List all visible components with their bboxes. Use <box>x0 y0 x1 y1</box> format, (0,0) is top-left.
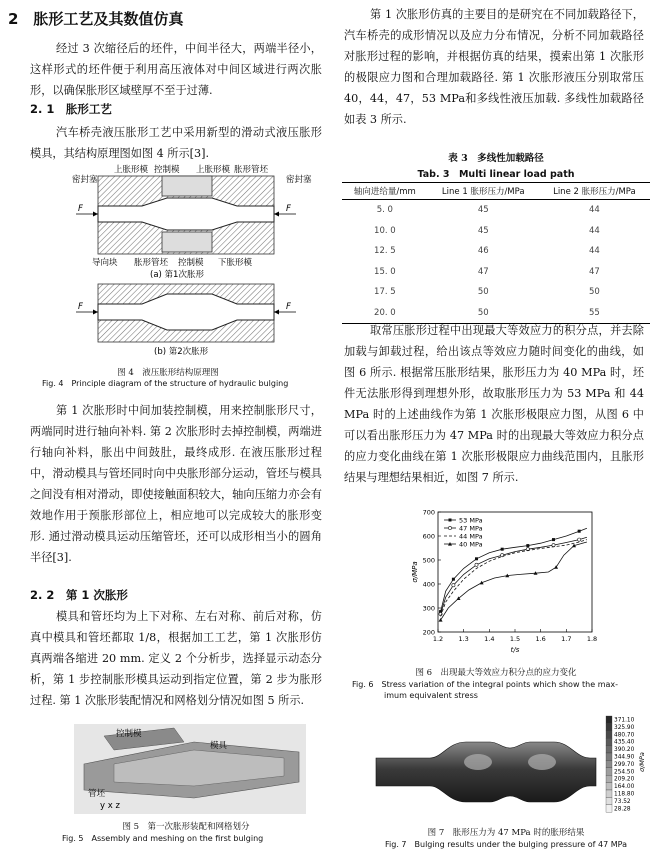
figure-7-caption-cn: 图 7 胀形压力为 47 MPa 时的胀形结果 <box>427 828 585 838</box>
legend-value: 435.40 <box>614 739 635 746</box>
table-header-line1: Line 1 胀形压力/MPa <box>428 183 539 200</box>
y-tick-label: 600 <box>422 532 435 541</box>
label-control-die-fig5: 控制模 <box>116 729 142 739</box>
table-row: 5. 0 45 44 <box>376 205 600 216</box>
series-point <box>578 530 581 533</box>
table-3 <box>342 182 650 324</box>
legend-value: 480.70 <box>614 732 635 739</box>
force-label-right-a: F <box>286 204 291 214</box>
figure-5-caption-en: Fig. 5 Assembly and meshing on the first bulging <box>62 834 264 843</box>
subsection-2-1-paragraph-2: 第 1 次胀形时中间加装控制模，用来控制胀形尺寸，两端同时进行轴向补料. 第 2 次胀形时去掉控制模，两端进行轴向补料，胀出中间鼓肚，最终成形. 在液压胀形过程中，滑动模具与管坯同时向中央胀形部分运动，管坯与模具之间没有相对滑动，即使接触面积较大，轴向压缩力亦会有效地作用于预胀形部位上，相应地可以完成较大的胀形变形. 通过滑动模具运动压缩管坯，还可以成形相当小的圆角半径[3]. <box>30 404 322 564</box>
legend-value: 164.00 <box>614 784 635 791</box>
legend-label-0: 53 MPa <box>459 516 483 525</box>
legend-value: 325.90 <box>614 724 635 731</box>
x-tick-label: 1.7 <box>561 635 572 643</box>
legend-value: 299.70 <box>614 761 635 768</box>
legend-swatch <box>606 783 612 790</box>
label-control-die-bottom: 控制模 <box>178 258 204 268</box>
force-label-right-b: F <box>286 302 291 312</box>
section-title: 2 胀形工艺及其数值仿真 <box>8 10 184 28</box>
legend-swatch <box>606 723 612 730</box>
right-paragraph-2: 取常压胀形过程中出现最大等效应力的积分点，并去除加载与卸载过程，给出该点等效应力随时间变化的曲线，如图 6 所示. 根据常压胀形结果，胀形压力为 40 MPa 时，坯件无法胀形得到理想外形，故取胀形压力为 53 MPa 和 44 MPa 时的上述曲线作为第 1 次胀形极限应力图，从图 6 中可以看出胀形压力为 47 MPa 时的出现最大等效应力积分点的应力变化曲线在第 1 次胀形极限应力曲线范围内，且胀形结果与理想结果相近，如图 7 所示. <box>344 324 644 484</box>
table-header-line2: Line 2 胀形压力/MPa <box>539 183 650 200</box>
figure-6-caption-en-2: imum equivalent stress <box>384 691 478 700</box>
label-upper-die-2: 上胀形模 <box>196 165 231 175</box>
table-row: 20. 0 50 55 <box>342 303 650 324</box>
figure-7-contour <box>370 712 650 822</box>
legend-swatch <box>606 746 612 753</box>
label-guide-block: 导向块 <box>92 258 118 268</box>
x-tick-label: 1.5 <box>509 635 521 643</box>
force-label-left-b: F <box>78 302 83 312</box>
series-point <box>552 544 555 547</box>
label-tube-blank: 胀形管坯 <box>234 165 269 175</box>
table-header-row <box>342 183 650 200</box>
x-tick-label: 1.8 <box>586 635 598 643</box>
series-point <box>475 557 478 560</box>
table-row: 12. 5 46 44 <box>374 246 600 257</box>
label-tube-fig5: 管坯 <box>88 789 106 799</box>
subsection-2-2-title: 2. 2 第 1 次胀形 <box>30 588 128 602</box>
figure-4-caption-cn: 图 4 液压胀形结构原理图 <box>117 368 219 378</box>
series-line-1 <box>441 537 587 614</box>
y-tick-label: 400 <box>422 580 435 589</box>
series-point <box>578 538 581 541</box>
label-die-fig5: 模具 <box>210 741 228 751</box>
figure-4-caption-en: Fig. 4 Principle diagram of the structure of hydraulic bulging <box>42 379 289 388</box>
bulged-tube <box>376 742 596 802</box>
figure-6-chart <box>408 506 604 656</box>
legend-swatch <box>606 775 612 782</box>
x-tick-label: 1.4 <box>484 635 495 643</box>
legend-value: 344.90 <box>614 754 635 761</box>
y-tick-label: 500 <box>422 556 435 565</box>
table-row: 17. 5 50 50 <box>374 287 600 298</box>
legend-swatch <box>606 790 612 797</box>
series-point <box>452 578 455 581</box>
y-axis-label: σ/MPa <box>411 561 419 583</box>
y-tick-label: 300 <box>422 604 435 613</box>
legend-value: 371.10 <box>614 717 635 724</box>
label-upper-die-1: 上胀形模 <box>114 165 149 175</box>
legend-swatch <box>606 760 612 767</box>
legend-swatch <box>606 753 612 760</box>
figure-5-caption-cn: 图 5 第一次胀形装配和网格划分 <box>122 822 250 832</box>
legend-marker <box>449 519 452 522</box>
label-control-die: 控制模 <box>154 165 180 175</box>
right-paragraph-1: 第 1 次胀形仿真的主要目的是研究在不同加载路径下，汽车桥壳的成形情况以及应力分布情况，分析不同加载路径对胀形过程的影响，并根据仿真的结果，摸索出第 1 次胀形的极限应力图和合理加载路径. 第 1 次胀形液压分别取常压 40，44，47，53 MPa和多线性液压加载. 多线性加载路径如表 3 所示. <box>344 8 644 126</box>
intro-paragraph: 经过 3 次缩径后的坯件，中间半径大，两端半径小，这样形式的坯件便于利用高压液体对中间区域进行两次胀形，以确保胀形区域壁厚不至于过薄. <box>30 42 322 97</box>
legend-marker <box>448 526 451 529</box>
legend-label-1: 47 MPa <box>459 524 483 533</box>
table-header-feed: 轴向进给量/mm <box>342 183 428 200</box>
legend-value: 73.52 <box>614 798 631 805</box>
series-point <box>452 584 455 587</box>
control-die-bottom-a <box>162 232 212 252</box>
subsection-2-1-paragraph-1: 汽车桥壳液压胀形工艺中采用新型的滑动式液压胀形模具，其结构原理图如图 4 所示[3]. <box>30 126 322 160</box>
figure-7-caption-en: Fig. 7 Bulging results under the bulging pressure of 47 MPa <box>385 840 627 849</box>
stress-legend <box>606 716 646 812</box>
legend-value: 390.20 <box>614 747 635 754</box>
series-point <box>552 538 555 541</box>
y-tick-label: 200 <box>422 628 435 637</box>
table-row: 15. 0 47 47 <box>374 266 600 277</box>
label-lower-die: 下胀形模 <box>218 258 253 268</box>
legend-swatch <box>606 797 612 804</box>
legend-swatch <box>606 768 612 775</box>
series-line-2 <box>441 540 587 617</box>
label-seal-left: 密封塞 <box>72 175 98 185</box>
legend-label-3: 40 MPa <box>459 540 483 549</box>
legend-label-2: 44 MPa <box>459 532 483 541</box>
x-tick-label: 1.2 <box>432 635 444 643</box>
subcaption-a: (a) 第1次胀形 <box>150 270 204 280</box>
highlight-right <box>528 754 556 770</box>
label-seal-right: 密封塞 <box>286 175 312 185</box>
x-axis-label: t/s <box>510 646 520 654</box>
legend-value: 254.50 <box>614 769 635 776</box>
label-tube-blank-bottom: 胀形管坯 <box>134 258 169 268</box>
control-die-top-a <box>162 176 212 196</box>
legend-swatch <box>606 716 612 723</box>
table-3-title-cn: 表 3 多线性加载路径 <box>448 153 544 164</box>
figure-6-caption-cn: 图 6 出现最大等效应力积分点的应力变化 <box>415 668 577 678</box>
series-point <box>526 544 529 547</box>
series-point <box>475 563 478 566</box>
subcaption-b: (b) 第2次胀形 <box>154 347 209 357</box>
force-label-left-a: F <box>78 204 83 214</box>
legend-value: 28.28 <box>614 806 631 813</box>
legend-unit: σ/MPa <box>638 752 646 772</box>
series-point <box>501 548 504 551</box>
legend-value: 209.20 <box>614 776 635 783</box>
subsection-2-2-paragraph: 模具和管坯均为上下对称、左右对称、前后对称，仿真中模具和管坯都取 1/8，根据加工工艺，第 1 次胀形仿真两端各缩进 20 mm. 定义 2 个分析步，选择显示动态分析，第 1 步控制胀形模具运动到指定位置，第 2 步为胀形过程. 第 1 次胀形装配情况和网格划分情况如图 5 所示. <box>30 610 322 707</box>
table-row: 10. 0 45 44 <box>374 225 600 236</box>
figure-5-mesh <box>74 724 306 814</box>
figure-4-diagram <box>72 162 334 360</box>
legend-value: 118.80 <box>614 791 635 798</box>
figure-6-caption-en-1: Fig. 6 Stress variation of the integral points which show the max- <box>352 680 619 689</box>
y-tick-label: 700 <box>422 508 435 517</box>
subsection-2-1-title: 2. 1 胀形工艺 <box>30 102 112 116</box>
highlight-left <box>464 754 492 770</box>
table-3-title-en: Tab. 3 Multi linear load path <box>417 169 575 180</box>
axes-triad: y x z <box>100 801 120 811</box>
legend-swatch <box>606 731 612 738</box>
x-tick-label: 1.6 <box>535 635 546 643</box>
legend-swatch <box>606 738 612 745</box>
legend-swatch <box>606 805 612 812</box>
x-tick-label: 1.3 <box>458 635 469 643</box>
